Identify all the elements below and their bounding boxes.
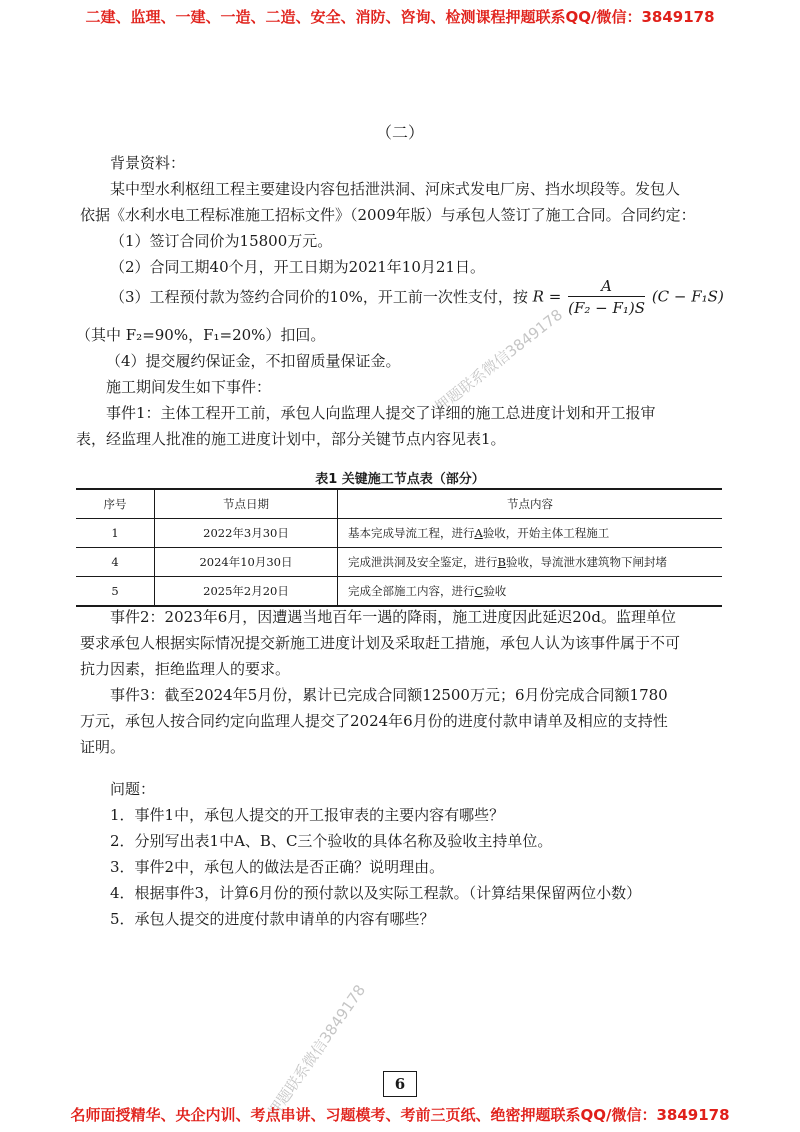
event-2-line-1: 事件2：2023年6月，因遭遇当地百年一遇的降雨，施工进度因此延迟20d。监理单位: [110, 608, 676, 626]
questions-label: 问题：: [110, 780, 156, 798]
key-nodes-table: [76, 488, 722, 607]
header-date: 节点日期: [155, 489, 338, 519]
background-line-2: 依据《水利水电工程标准施工招标文件》（2009年版）与承包人签订了施工合同。合同约定：: [80, 206, 696, 224]
cell-content-pre: 完成全部施工内容，进行: [348, 584, 475, 598]
acceptance-key: C: [474, 584, 484, 598]
cell-date: 2022年3月30日: [155, 519, 338, 548]
background-label: 背景资料：: [110, 154, 186, 172]
event-3-line-3: 证明。: [80, 738, 126, 756]
cell-no: 1: [76, 519, 155, 548]
table-header-row: [76, 489, 722, 519]
table-row: [76, 519, 722, 548]
cell-date: 2025年2月20日: [155, 577, 338, 607]
question-item: 4．根据事件3，计算6月份的预付款以及实际工程款。（计算结果保留两位小数）: [110, 884, 642, 902]
page-number: 6: [383, 1071, 417, 1097]
table-row: [76, 548, 722, 577]
question-item: 5．承包人提交的进度付款申请单的内容有哪些？: [110, 910, 435, 928]
acceptance-key: B: [497, 555, 506, 569]
cell-content-post: 验收: [483, 584, 507, 598]
cell-content: [338, 519, 723, 548]
contract-item-4: （4）提交履约保证金，不扣留质量保证金。: [106, 352, 401, 370]
question-item: 1．事件1中，承包人提交的开工报审表的主要内容有哪些？: [110, 806, 505, 824]
cell-no: 4: [76, 548, 155, 577]
background-line-1: 某中型水利枢纽工程主要建设内容包括泄洪洞、河床式发电厂房、挡水坝段等。发包人: [110, 180, 681, 198]
question-item: 3．事件2中，承包人的做法是否正确？说明理由。: [110, 858, 445, 876]
watermark: 押题联系微信3849178: [264, 981, 370, 1121]
contract-item-3-text: （3）工程预付款为签约合同价的10%，开工前一次性支付，按: [110, 287, 528, 306]
header-content: 节点内容: [507, 497, 553, 511]
background-block-2: [76, 322, 736, 452]
cell-content-post: 验收，开始主体工程施工: [482, 526, 610, 540]
formula-lhs: R =: [532, 287, 562, 306]
question-item: 2．分别写出表1中A、B、C三个验收的具体名称及验收主持单位。: [110, 832, 553, 850]
cell-content: [338, 548, 723, 577]
table-caption: 表1 关键施工节点表（部分）: [315, 472, 485, 487]
formula-denominator: (F₂ − F₁)S: [568, 299, 646, 317]
event-3-line-2: 万元，承包人按合同约定向监理人提交了2024年6月份的进度付款申请单及相应的支持性: [80, 712, 668, 730]
cell-no: 5: [76, 577, 155, 607]
event-1-line-1: 事件1：主体工程开工前，承包人向监理人提交了详细的施工总进度计划和开工报审: [106, 404, 656, 422]
cell-date: 2024年10月30日: [155, 548, 338, 577]
formula-numerator: A: [568, 276, 645, 297]
questions-block: [80, 776, 740, 932]
contract-item-2: （2）合同工期40个月，开工日期为2021年10月21日。: [110, 258, 485, 276]
header-no: 序号: [76, 489, 155, 519]
event-3-line-1: 事件3：截至2024年5月份，累计已完成合同额12500万元；6月份完成合同额1780: [110, 686, 668, 704]
event-2-line-2: 要求承包人根据实际情况提交新施工进度计划及采取赶工措施，承包人认为该事件属于不可: [80, 634, 681, 652]
contract-item-3-continued: （其中 F₂=90%，F₁=20%）扣回。: [76, 326, 326, 344]
cell-content-post: 验收，导流泄水建筑物下闸封堵: [505, 555, 667, 569]
contract-item-1: （1）签订合同价为15800万元。: [110, 232, 333, 250]
table-row: [76, 577, 722, 607]
formula-tail: (C − F₁S): [651, 287, 724, 306]
watermark: 押题联系微信3849178: [431, 305, 567, 417]
header-banner: 二建、监理、一建、一造、二造、安全、消防、咨询、检测课程押题联系QQ/微信：3849178: [85, 8, 715, 26]
formula-fraction: [568, 276, 645, 319]
cell-content-pre: 基本完成导流工程，进行: [348, 526, 475, 540]
background-block: [80, 150, 740, 280]
contract-item-3: [80, 276, 760, 319]
event-2-line-3: 抗力因素，拒绝监理人的要求。: [80, 660, 291, 678]
events-block: [80, 604, 740, 760]
events-intro: 施工期间发生如下事件：: [106, 378, 272, 396]
cell-content: [338, 577, 723, 607]
acceptance-key: A: [474, 526, 483, 540]
section-title: （二）: [375, 123, 424, 142]
cell-content-pre: 完成泄洪洞及安全鉴定，进行: [348, 555, 498, 569]
event-1-line-2: 表，经监理人批准的施工进度计划中，部分关键节点内容见表1。: [76, 430, 506, 448]
footer-banner: 名师面授精华、央企内训、考点串讲、习题模考、考前三页纸、绝密押题联系QQ/微信：3849178: [70, 1106, 730, 1124]
